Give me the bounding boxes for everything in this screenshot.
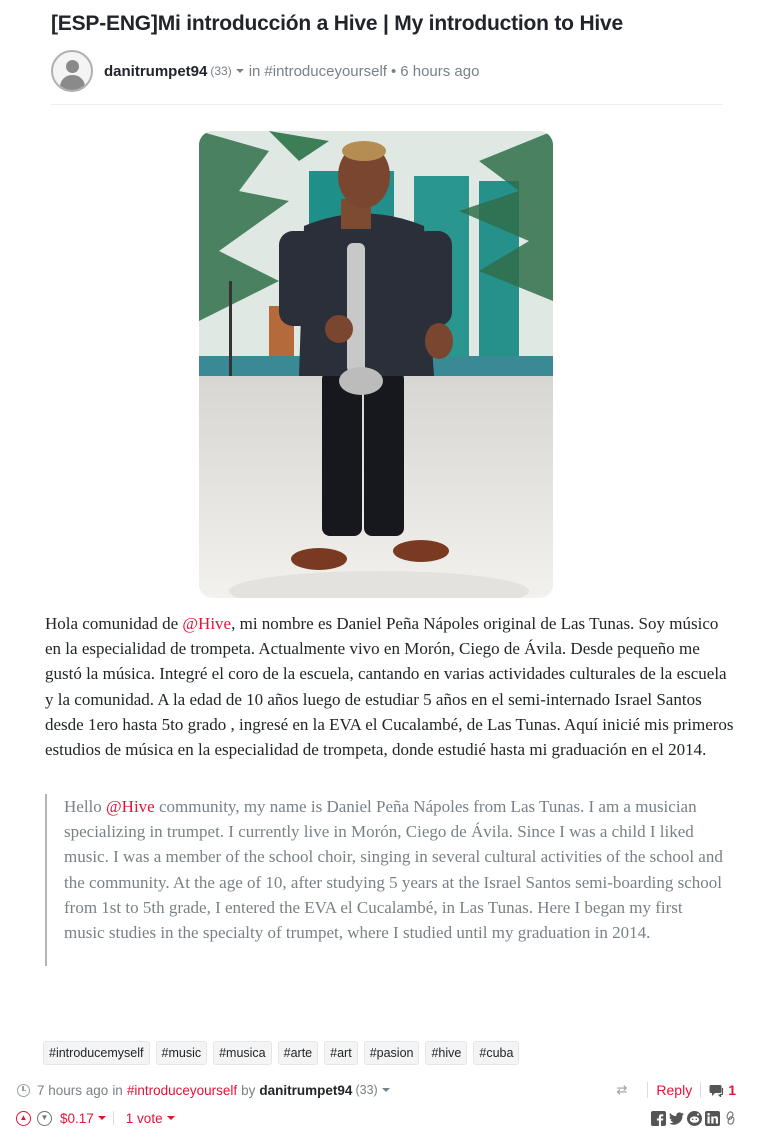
divider — [113, 1111, 114, 1125]
voters-count[interactable]: 1 vote — [125, 1110, 163, 1126]
author-reputation: (33) — [210, 64, 232, 78]
comment-count[interactable]: 1 — [728, 1082, 736, 1098]
tag[interactable]: #pasion — [364, 1041, 420, 1065]
footer-author-link[interactable]: danitrumpet94 — [259, 1082, 353, 1098]
tag[interactable]: #introducemyself — [43, 1041, 150, 1065]
upvote-icon[interactable]: ▲ — [16, 1111, 31, 1126]
footer-meta — [17, 1081, 395, 1099]
twitter-icon[interactable] — [669, 1111, 684, 1126]
downvote-icon[interactable]: ▼ — [37, 1111, 52, 1126]
hive-mention-link[interactable]: @Hive — [182, 614, 232, 633]
tag[interactable]: #music — [156, 1041, 208, 1065]
header-divider — [51, 104, 723, 105]
in-label: in — [248, 62, 261, 80]
tag[interactable]: #hive — [425, 1041, 467, 1065]
footer-time[interactable]: 7 hours ago — [37, 1082, 109, 1098]
footer-in-label: in — [112, 1082, 123, 1098]
hive-mention-link[interactable]: @Hive — [106, 797, 155, 816]
divider — [700, 1082, 701, 1098]
post-body-es — [45, 611, 735, 762]
body-en-text: community, my name is Daniel Peña Nápoles from Las Tunas. I am a musician specializing in trumpet. I currently live in Morón, Ciego de Ávila. Since I was a child I liked music. I was a member of the school choir, singing in several cultural activities of the school and the community. At the age of 10, after studying 5 years at the Israel Santos semi-boarding school from 1st to 5th grade, I entered the EVA el Cucalambé, in Las Tunas. Here I began my first music studies in the specialty of trumpet, where I studied until my graduation in 2014. — [64, 797, 723, 943]
footer-by-label: by — [241, 1082, 256, 1098]
voters-caret-icon[interactable] — [167, 1116, 175, 1120]
tag[interactable]: #art — [324, 1041, 358, 1065]
post-body-en-blockquote — [45, 794, 725, 966]
author-link[interactable]: danitrumpet94 — [104, 62, 208, 80]
footer-author-caret-icon[interactable] — [382, 1088, 390, 1092]
tag[interactable]: #musica — [213, 1041, 272, 1065]
reply-button[interactable]: Reply — [656, 1082, 693, 1098]
share-icons — [651, 1109, 738, 1127]
link-icon[interactable] — [723, 1111, 738, 1126]
body-es-intro: Hola comunidad de — [45, 614, 183, 633]
comments-icon[interactable] — [709, 1084, 724, 1097]
reblog-icon[interactable]: ⇄ — [616, 1082, 628, 1097]
linkedin-icon[interactable] — [705, 1111, 720, 1126]
post-header — [51, 50, 479, 92]
reddit-icon[interactable] — [687, 1111, 702, 1126]
footer-actions — [617, 1081, 737, 1099]
clock-icon — [17, 1084, 30, 1097]
post-title: [ESP-ENG]Mi introducción a Hive | My introduction to Hive — [51, 12, 624, 35]
footer-category-link[interactable]: #introduceyourself — [126, 1082, 238, 1098]
category-link[interactable]: #introduceyourself — [264, 62, 387, 80]
meta-separator: • — [390, 62, 397, 80]
avatar[interactable] — [51, 50, 93, 92]
tag[interactable]: #cuba — [473, 1041, 519, 1065]
payout-caret-icon[interactable] — [98, 1116, 106, 1120]
footer-reputation: (33) — [355, 1083, 378, 1097]
post-meta — [104, 63, 479, 80]
tag[interactable]: #arte — [278, 1041, 319, 1065]
tag-list — [43, 1041, 519, 1065]
divider — [647, 1082, 648, 1098]
body-es-text: , mi nombre es Daniel Peña Nápoles original de Las Tunas. Soy músico en la especialidad de trompeta. Actualmente vivo en Morón, Ciego de Ávila. Desde pequeño me gustó la música. Integré el coro de la escuela, cantando en varias actividades culturales de la escuela y la comunidad. A la edad de 10 años luego de estudiar 5 años en el semi-internado Israel Santos desde 1ero hasta 5to grado , ingresé en la EVA el Cucalambé, de Las Tunas. Aquí inicié mis primeros estudios de música en la especialidad de trompeta, donde estudié hasta mi graduación en el 2014. — [45, 614, 734, 760]
post-image[interactable] — [199, 131, 553, 598]
author-menu-caret-icon[interactable] — [236, 69, 244, 73]
post-time: 6 hours ago — [400, 62, 480, 80]
facebook-icon[interactable] — [651, 1111, 666, 1126]
voting-bar — [16, 1108, 180, 1128]
payout-value[interactable]: $0.17 — [60, 1110, 94, 1126]
body-en-intro: Hello — [64, 797, 107, 816]
